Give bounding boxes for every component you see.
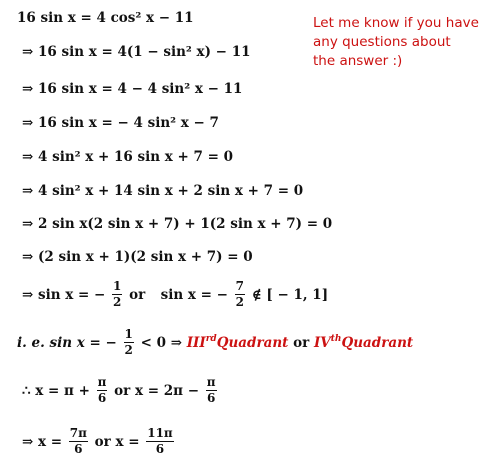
step-10-fraction-denominator: 2 bbox=[124, 343, 133, 357]
step-11-fraction-2-numerator: π bbox=[206, 375, 216, 389]
step-7 bbox=[22, 218, 332, 232]
step-9-lhs-2: sin x = − bbox=[160, 287, 228, 303]
step-12-fraction-2 bbox=[146, 426, 173, 457]
step-5 bbox=[22, 151, 233, 165]
step-4 bbox=[22, 117, 219, 131]
step-11-or: or bbox=[114, 383, 131, 399]
step-1-text: 16 sin x = 4 cos² x − 11 bbox=[17, 10, 194, 26]
step-11-fraction-2-denominator: 6 bbox=[206, 391, 216, 405]
step-9-lhs: ⇒ sin x = − bbox=[22, 287, 106, 303]
step-2 bbox=[22, 46, 250, 60]
step-2-text: ⇒ 16 sin x = 4(1 − sin² x) − 11 bbox=[22, 44, 251, 60]
step-8 bbox=[22, 251, 253, 265]
step-12 bbox=[22, 427, 176, 458]
step-9-fraction-2-denominator: 2 bbox=[235, 295, 245, 309]
step-9-fraction-2 bbox=[235, 279, 245, 310]
step-12-fraction-2-denominator: 6 bbox=[155, 442, 165, 456]
step-11-fraction-2 bbox=[206, 375, 217, 406]
step-9-fraction-1 bbox=[112, 279, 122, 310]
step-9-tail: ∉ [ − 1, 1] bbox=[251, 287, 329, 303]
step-6-text: ⇒ 4 sin² x + 14 sin x + 2 sin x + 7 = 0 bbox=[22, 183, 304, 199]
step-11-fraction-1-numerator: π bbox=[97, 375, 107, 389]
help-note-line-3: the answer :) bbox=[313, 53, 403, 69]
step-10-mid: < 0 ⇒ bbox=[140, 335, 183, 351]
step-12-lhs-2: x = bbox=[115, 434, 140, 450]
help-note bbox=[313, 14, 479, 71]
step-12-fraction-1-denominator: 6 bbox=[74, 442, 83, 456]
step-10-fraction-numerator: 1 bbox=[124, 327, 133, 341]
step-10-fraction bbox=[124, 327, 134, 358]
step-12-fraction-1 bbox=[69, 426, 88, 457]
step-1 bbox=[17, 12, 194, 26]
step-12-fraction-1-numerator: 7π bbox=[69, 426, 87, 440]
help-note-line-2: any questions about bbox=[313, 34, 451, 50]
step-11-lhs: ∴ x = π + bbox=[22, 383, 90, 399]
step-10-or: or bbox=[293, 335, 310, 351]
step-11-fraction-1-denominator: 6 bbox=[97, 391, 107, 405]
step-11-lhs-2: x = 2π − bbox=[134, 383, 200, 399]
step-10 bbox=[17, 328, 413, 359]
step-4-text: ⇒ 16 sin x = − 4 sin² x − 7 bbox=[22, 115, 219, 131]
step-9-fraction-1-denominator: 2 bbox=[113, 295, 122, 309]
step-12-fraction-2-numerator: 11π bbox=[147, 426, 173, 440]
step-10-lhs: i. e. sin x = − bbox=[17, 335, 117, 351]
third-quadrant-label: IIIrdQuadrant bbox=[186, 334, 289, 351]
step-11 bbox=[22, 376, 219, 407]
step-9 bbox=[22, 280, 328, 311]
step-12-or: or bbox=[94, 434, 111, 450]
step-9-fraction-1-numerator: 1 bbox=[113, 279, 122, 293]
step-12-lhs: ⇒ x = bbox=[22, 434, 63, 450]
step-6 bbox=[22, 185, 303, 199]
step-9-fraction-2-numerator: 7 bbox=[235, 279, 245, 293]
step-3-text: ⇒ 16 sin x = 4 − 4 sin² x − 11 bbox=[22, 81, 243, 97]
step-11-fraction-1 bbox=[97, 375, 108, 406]
step-3 bbox=[22, 83, 242, 97]
step-8-text: ⇒ (2 sin x + 1)(2 sin x + 7) = 0 bbox=[22, 249, 253, 265]
help-note-line-1: Let me know if you have bbox=[313, 15, 479, 31]
step-5-text: ⇒ 4 sin² x + 16 sin x + 7 = 0 bbox=[22, 149, 234, 165]
step-9-or: or bbox=[129, 287, 146, 303]
fourth-quadrant-label: IVthQuadrant bbox=[313, 334, 414, 351]
step-7-text: ⇒ 2 sin x(2 sin x + 7) + 1(2 sin x + 7) = 0 bbox=[22, 216, 333, 232]
